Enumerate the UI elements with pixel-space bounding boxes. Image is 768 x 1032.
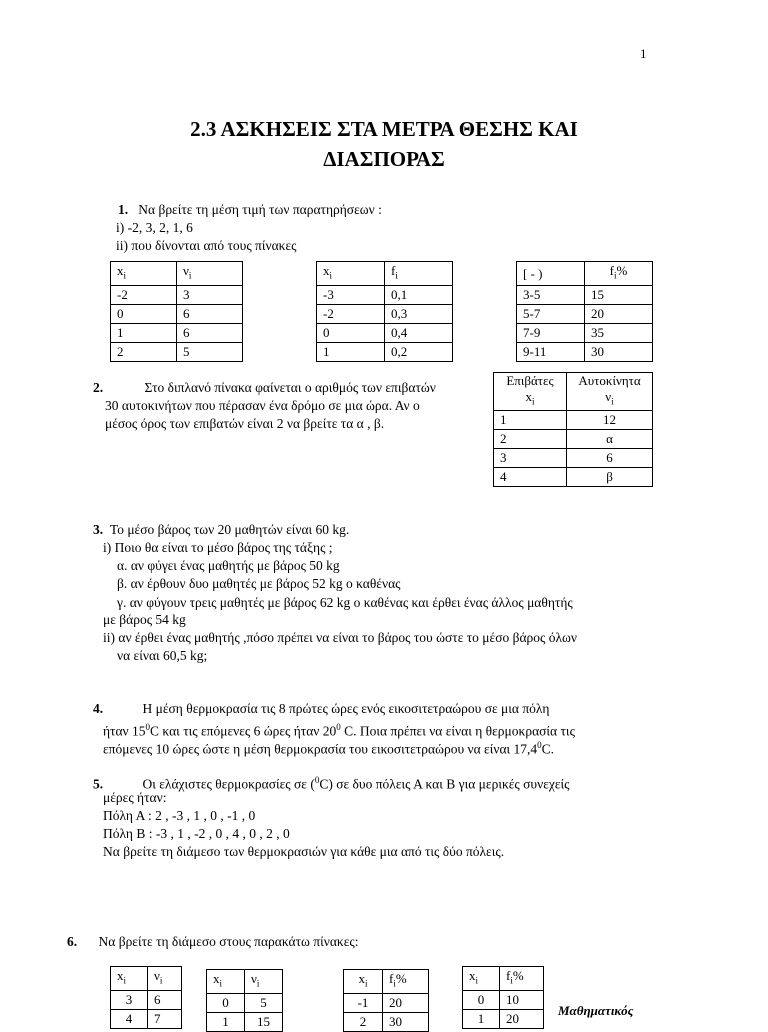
table-row: 3-5 15 [517,285,653,304]
exercise-1-number: 1. [118,202,129,217]
ex6-table-2 [206,969,283,1032]
table-row: 2 30 [344,1012,429,1031]
table-row: 1 15 [207,1012,283,1031]
table-row: 1 20 [463,1009,544,1028]
ex1-table-1 [110,261,243,362]
exercise-2-number: 2. [93,380,104,395]
ex6-table-4 [462,966,544,1029]
footer-author-label: Μαθηματικός [558,1003,634,1018]
exercise-3-line-1: 3. Το μέσο βάρος των 20 μαθητών είναι 60 kg. [93,522,350,537]
exercise-1-part-ii: ii) που δίνονται από τους πίνακες [116,238,297,253]
table-header: $x_i$ [207,970,245,994]
exercise-5-line-3: Πόλη Α : 2 , -3 , 1 , 0 , -1 , 0 [103,808,256,823]
exercise-1-text: Να βρείτε τη μέση τιμή των παρατηρήσεων : [138,202,382,217]
exercise-3-line-8: να είναι 60,5 kg; [117,648,208,663]
exercise-2-line-2: 30 αυτοκινήτων που πέρασαν ένα δρόμο σε μια ώρα. Αν ο [105,398,420,413]
exercise-5-line-4: Πόλη Β : -3 , 1 , -2 , 0 , 4 , 0 , 2 , 0 [103,826,290,841]
exercise-5-line-1: 5. Οι ελάχιστες θερμοκρασίες σε ($^0$C) σε δυο πόλεις Α και Β για μερικές συνεχείς [93,775,570,792]
page-number: 1 [640,46,647,61]
exercise-1-heading [118,202,382,218]
exercise-3-line-7: ii) αν έρθει ένας μαθητής ,πόσο πρέπει να είναι το βάρος του ώστε το μέσο βάρος όλων [103,630,578,645]
ex6-table-1 [110,966,182,1029]
table-header: $f_i\%$ [585,262,653,286]
table-row: 3 6 [111,990,182,1009]
ex2-table [493,372,653,487]
table-header: $f_i\%$ [500,967,544,991]
exercise-4-line-3: επόμενες 10 ώρες ώστε η μέση θερμοκρασία του εικοσιτετραώρου να είναι 17,4$^0$C. [103,740,555,757]
exercise-3-line-5: γ. αν φύγουν τρεις μαθητές με βάρος 62 kg ο καθένας και έρθει ένας άλλος μαθητής [117,595,573,610]
title-line-2: ΔΙΑΣΠΟΡΑΣ [323,147,445,171]
exercise-2-line-1: 2. Στο διπλανό πίνακα φαίνεται ο αριθμός των επιβατών [93,380,436,395]
table-row: -3 0,1 [317,285,453,304]
exercise-3-line-4: β. αν έρθουν δυο μαθητές με βάρος 52 kg ο καθένας [117,576,401,591]
table-header: $x_i$ [317,262,385,286]
table-row: 0 5 [207,993,283,1012]
table-row: 0 10 [463,990,544,1009]
table-header: $\nu_i$ [245,970,283,994]
table-row: 2 5 [111,342,243,361]
table-row: -1 20 [344,993,429,1012]
table-header: $x_i$ [111,967,148,991]
table-header: $f_i$ [385,262,453,286]
table-header: $\nu_i$ [148,967,182,991]
exercise-3-number: 3. [93,522,104,537]
table-row: 4 β [494,467,653,486]
ex6-table-3 [343,969,429,1032]
title-line-1: 2.3 ΑΣΚΗΣΕΙΣ ΣΤΑ ΜΕΤΡΑ ΘΕΣΗΣ ΚΑΙ [190,117,578,141]
exercise-5-number: 5. [93,776,104,792]
exercise-1-part-i: i) -2, 3, 2, 1, 6 [116,220,193,235]
table-row: 1 12 [494,410,653,429]
exercise-3-line-2: i) Ποιο θα είναι το μέσο βάρος της τάξης ; [103,540,333,555]
exercise-5-line-5: Να βρείτε τη διάμεσο των θερμοκρασιών για κάθε μια από τις δύο πόλεις. [103,844,505,859]
table-row: 2 α [494,429,653,448]
table-row: 7-9 35 [517,323,653,342]
table-header: $\nu_i$ [177,262,243,286]
exercise-6-number: 6. [67,934,78,949]
ex1-table-3 [516,261,653,362]
exercise-4-line-2: ήταν $15^0C$ και τις επόμενες 6 ώρες ήταν $20^0$ C. Ποια πρέπει να είναι η θερμοκρασία τις [103,722,575,739]
table-row: 4 7 [111,1009,182,1028]
table-header: $x_i$ [463,967,500,991]
exercise-4-line-1: 4. Η μέση θερμοκρασία τις 8 πρώτες ώρες ενός εικοσιτετραώρου σε μια πόλη [93,701,550,716]
table-header: Αυτοκίνητα $\nu_i$ [567,373,653,411]
table-header: Επιβάτες $x_i$ [494,373,567,411]
table-row: 0 6 [111,304,243,323]
exercise-3-line-6: με βάρος 54 kg [103,612,186,627]
table-header: $x_i$ [344,970,383,994]
table-row: 0 0,4 [317,323,453,342]
exercise-3-line-3: α. αν φύγει ένας μαθητής με βάρος 50 kg [117,558,340,573]
exercise-4-number: 4. [93,701,104,716]
table-row: 5-7 20 [517,304,653,323]
page-title [0,114,768,174]
table-row: 1 6 [111,323,243,342]
table-header: $x_i$ [111,262,177,286]
table-header: [ - ) [517,262,585,286]
table-header: $f_i\%$ [383,970,429,994]
table-row: -2 3 [111,285,243,304]
table-row: 3 6 [494,448,653,467]
exercise-6-heading: 6. Να βρείτε τη διάμεσο στους παρακάτω πίνακες: [67,934,359,949]
exercise-5-line-2: μέρες ήταν: [103,790,167,805]
ex1-table-2 [316,261,453,362]
exercise-2-line-3: μέσος όρος των επιβατών είναι 2 να βρείτε τα α , β. [105,416,385,431]
table-row: 9-11 30 [517,342,653,361]
table-row: -2 0,3 [317,304,453,323]
table-row: 1 0,2 [317,342,453,361]
